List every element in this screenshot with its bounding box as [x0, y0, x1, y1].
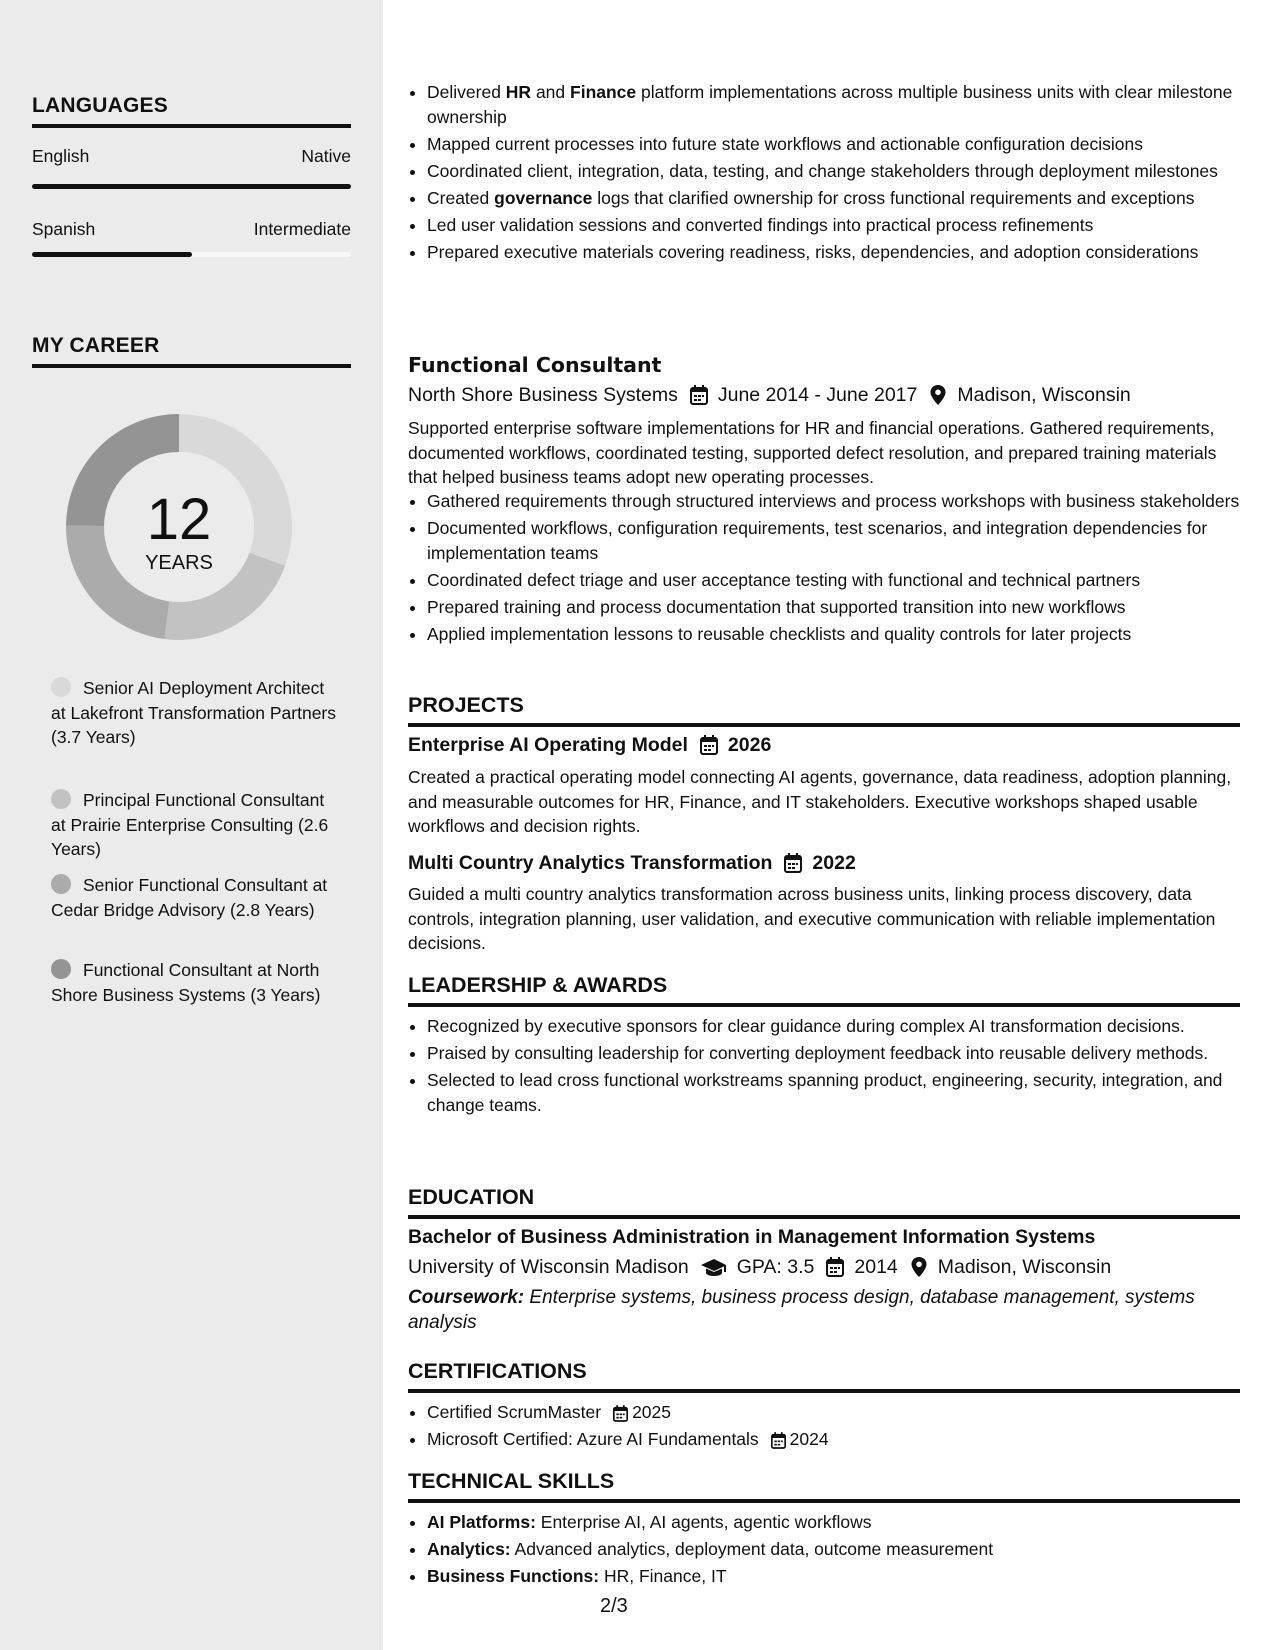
education-school: University of Wisconsin Madison — [408, 1256, 689, 1278]
language-name: Spanish — [32, 219, 96, 239]
education-degree: Bachelor of Business Administration in Management Information Systems — [408, 1226, 1096, 1248]
project-year: 2022 — [812, 852, 856, 874]
legend-dot — [51, 789, 71, 809]
career-legend-item — [51, 788, 341, 862]
legend-dot — [51, 874, 71, 894]
skills-list — [408, 1510, 1259, 1591]
career-legend-item — [51, 873, 341, 922]
project-description: Created a practical operating model connecting AI agents, governance, data readiness, adoption planning, and measurable outcomes for HR, Finance, and IT stakeholders. Executive workshops shaped usable workflows and decision rights. — [408, 767, 1232, 836]
calendar-icon — [771, 1432, 786, 1449]
education-year: 2014 — [854, 1256, 898, 1278]
list-item: • Delivered HR and Finance platform implementations across multiple business units with clear milestone ownership — [427, 80, 1259, 129]
education-meta — [408, 1255, 1240, 1280]
certifications-heading: CERTIFICATIONS — [408, 1359, 1240, 1393]
project-title: Multi Country Analytics Transformation 2022 — [408, 852, 856, 874]
career-total-years: 12 — [146, 487, 212, 552]
job-company: North Shore Business Systems — [408, 384, 678, 406]
legend-label: Functional Consultant at North Shore Business Systems (3 Years) — [51, 960, 321, 1005]
education-heading: EDUCATION — [408, 1185, 1240, 1219]
list-item: • Created governance logs that clarified ownership for cross functional requirements and exceptions — [427, 186, 1259, 211]
career-legend-item — [51, 958, 341, 1007]
job-meta — [408, 383, 1240, 408]
list-item: • Mapped current processes into future state workflows and actionable configuration decisions — [427, 132, 1259, 157]
experience-bullets — [408, 80, 1259, 267]
language-level: Intermediate — [253, 219, 351, 239]
language-bar-spanish — [32, 252, 351, 257]
list-item: • Praised by consulting leadership for converting deployment feedback into reusable delivery methods. — [427, 1041, 1259, 1066]
job-dates: June 2014 - June 2017 — [717, 384, 918, 406]
job-title: Functional Consultant — [408, 353, 662, 377]
list-item: • Prepared executive materials covering readiness, risks, dependencies, and adoption considerations — [427, 240, 1259, 265]
legend-dot — [51, 677, 71, 697]
language-row-english — [32, 146, 351, 167]
education-location: Madison, Wisconsin — [937, 1256, 1112, 1278]
list-item: • Prepared training and process documentation that supported transition into new workflows — [427, 595, 1259, 620]
location-pin-icon — [929, 385, 947, 405]
language-row-spanish — [32, 219, 351, 240]
education-gpa: GPA: 3.5 — [736, 1256, 815, 1278]
list-item: • Coordinated defect triage and user acceptance testing with functional and technical partners — [427, 568, 1259, 593]
list-item: • AI Platforms: Enterprise AI, AI agents, agentic workflows — [427, 1510, 1259, 1535]
languages-heading: LANGUAGES — [32, 94, 351, 128]
list-item: • Documented workflows, configuration requirements, test scenarios, and integration dependencies for implementation teams — [427, 516, 1259, 565]
list-item: • Gathered requirements through structured interviews and process workshops with business stakeholders — [427, 489, 1259, 514]
calendar-icon — [690, 385, 708, 405]
legend-dot — [51, 959, 71, 979]
projects-heading: PROJECTS — [408, 693, 1240, 727]
list-item: • Business Functions: HR, Finance, IT — [427, 1564, 1259, 1589]
career-total-label: YEARS — [145, 552, 213, 574]
list-item: • Led user validation sessions and converted findings into practical process refinements — [427, 213, 1259, 238]
education-coursework — [408, 1286, 1240, 1335]
project-title: Enterprise AI Operating Model 2026 — [408, 734, 772, 756]
leadership-bullets — [408, 1014, 1259, 1120]
list-item: • Selected to lead cross functional workstreams spanning product, engineering, security, integration, and change teams. — [427, 1068, 1259, 1117]
calendar-icon — [613, 1405, 628, 1422]
legend-label: Senior AI Deployment Architect at Lakefront Transformation Partners (3.7 Years) — [51, 678, 336, 747]
page-number: 2/3 — [600, 1595, 628, 1617]
coursework-text: Enterprise systems, business process design, database management, systems analysis — [408, 1287, 1195, 1333]
project-description: Guided a multi country analytics transformation across business units, linking process discovery, data controls, integration planning, user validation, and executive communication with reliable implementation decisions. — [408, 884, 1216, 953]
list-item: • Applied implementation lessons to reusable checklists and quality controls for later projects — [427, 622, 1259, 647]
job-summary: Supported enterprise software implementations for HR and financial operations. Gathered requirements, documented workflows, coordinated testing, supported defect resolution, and prepared training materials that helped business teams adopt new operating processes. — [408, 418, 1217, 487]
job-bullets — [408, 489, 1259, 649]
language-bar-fill — [32, 184, 351, 189]
location-pin-icon — [910, 1257, 928, 1277]
leadership-heading: LEADERSHIP & AWARDS — [408, 973, 1240, 1007]
calendar-icon — [826, 1257, 844, 1277]
language-level: Native — [301, 146, 351, 166]
language-name: English — [32, 146, 90, 166]
language-bar-english — [32, 184, 351, 189]
list-item: • Certified ScrumMaster 2025 — [427, 1400, 1259, 1425]
list-item: • Microsoft Certified: Azure AI Fundamentals 2024 — [427, 1427, 1259, 1452]
career-donut-chart — [66, 414, 292, 640]
career-heading: MY CAREER — [32, 334, 351, 368]
list-item: • Coordinated client, integration, data, testing, and change stakeholders through deployment milestones — [427, 159, 1259, 184]
skills-heading: TECHNICAL SKILLS — [408, 1469, 1240, 1503]
list-item: • Analytics: Advanced analytics, deployment data, outcome measurement — [427, 1537, 1259, 1562]
legend-label: Senior Functional Consultant at Cedar Bridge Advisory (2.8 Years) — [51, 875, 328, 920]
list-item: • Recognized by executive sponsors for clear guidance during complex AI transformation decisions. — [427, 1014, 1259, 1039]
certifications-list — [408, 1400, 1259, 1454]
career-legend-item — [51, 676, 341, 750]
legend-label: Principal Functional Consultant at Prairie Enterprise Consulting (2.6 Years) — [51, 790, 329, 859]
project-year: 2026 — [727, 734, 772, 756]
calendar-icon — [784, 853, 802, 873]
language-bar-fill — [32, 252, 192, 257]
sidebar — [0, 0, 383, 1650]
calendar-icon — [700, 735, 718, 755]
graduation-cap-icon — [701, 1257, 727, 1277]
coursework-label: Coursework: — [408, 1287, 525, 1308]
job-location: Madison, Wisconsin — [957, 384, 1131, 406]
